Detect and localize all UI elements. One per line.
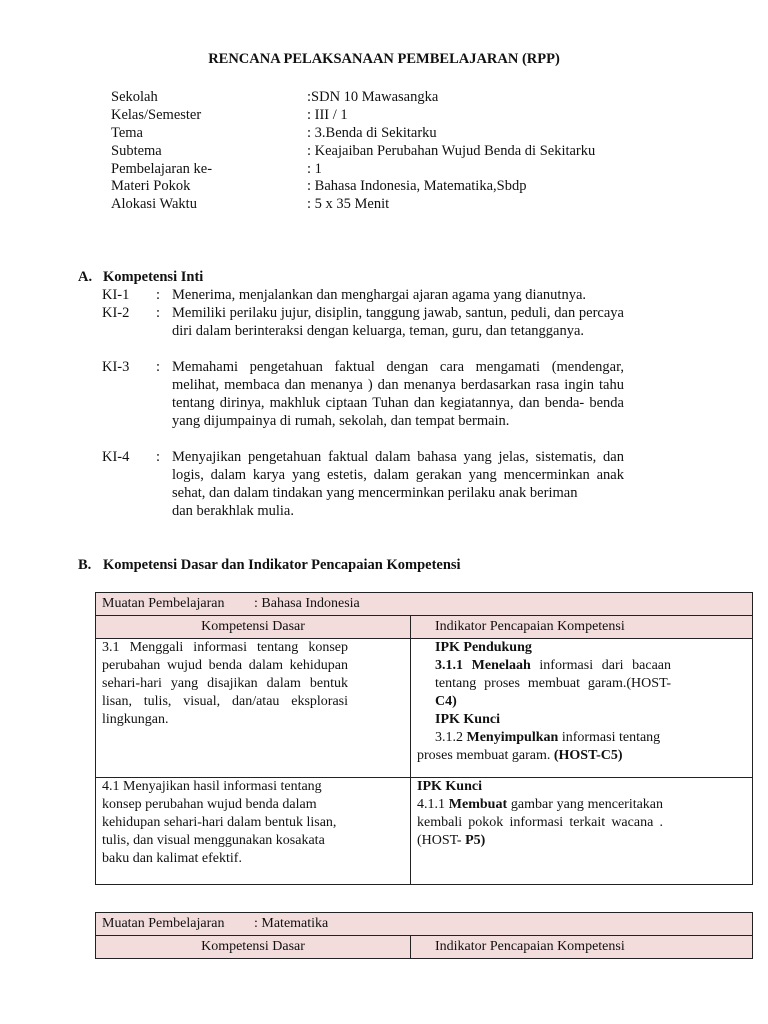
section-b-heading bbox=[78, 556, 461, 574]
ipk-text: informasi dari bacaan tentang proses membuat garam.(HOST- bbox=[435, 658, 672, 691]
document-title: RENCANA PELAKSANAAN PEMBELAJARAN (RPP) bbox=[208, 51, 560, 67]
muatan-label: Muatan Pembelajaran bbox=[102, 916, 225, 931]
muatan-label: Muatan Pembelajaran bbox=[102, 596, 225, 611]
identity-label: Kelas/Semester bbox=[111, 107, 202, 123]
ipk-item-411 bbox=[417, 796, 663, 850]
ipk-kunci-heading: IPK Kunci bbox=[435, 712, 500, 727]
section-title: Kompetensi Dasar dan Indikator Pencapaian Kompetensi bbox=[103, 557, 461, 573]
ki-code: KI-3 bbox=[102, 359, 130, 375]
identity-row-class bbox=[111, 106, 348, 124]
ki-colon: : bbox=[156, 287, 161, 303]
identity-label: Materi Pokok bbox=[111, 178, 191, 194]
identity-value: : Keajaiban Perubahan Wujud Benda di Sekitarku bbox=[307, 143, 596, 159]
identity-row-time bbox=[111, 195, 389, 213]
section-number: A. bbox=[78, 269, 93, 285]
muatan-value: : Bahasa Indonesia bbox=[254, 596, 360, 611]
ipk-number: 4.1.1 bbox=[417, 797, 445, 812]
muatan-value: : Matematika bbox=[254, 916, 329, 931]
ki-code: KI-2 bbox=[102, 305, 130, 321]
ki-colon: : bbox=[156, 359, 161, 375]
ipk-code: P5) bbox=[465, 833, 486, 848]
ki-colon: : bbox=[156, 305, 161, 321]
identity-row-school bbox=[111, 88, 438, 106]
table-row bbox=[96, 639, 753, 778]
kd-text: 4.1 Menyajikan hasil informasi tentang konsep perubahan wujud benda dalam kehidupan sehari-hari dalam bentuk lisan, tulis, dan visual menggunakan kosakata bbox=[102, 779, 337, 848]
identity-label: Pembelajaran ke- bbox=[111, 161, 213, 177]
ki-text bbox=[172, 448, 624, 520]
ki-item-4 bbox=[102, 448, 624, 520]
ipk-pendukung-heading: IPK Pendukung bbox=[435, 640, 532, 655]
identity-value: : III / 1 bbox=[307, 107, 348, 123]
ipk-kunci-heading: IPK Kunci bbox=[417, 779, 482, 794]
ipk-item-312-tail bbox=[417, 747, 746, 765]
kd-text-tail: baku dan kalimat efektif. bbox=[102, 851, 242, 866]
ipk-number: 3.1.2 bbox=[435, 730, 463, 745]
ipk-verb: Menelaah bbox=[471, 658, 531, 673]
section-a-heading bbox=[78, 268, 203, 286]
identity-value: : 3.Benda di Sekitarku bbox=[307, 125, 437, 141]
ki-text-main: Menyajikan pengetahuan faktual dalam bahasa yang jelas, sistematis, dan logis, dalam karya yang estetis, dalam gerakan yang mencerminkan anak sehat, dan dalam tindakan yang mencerminkan perilaku anak beriman bbox=[172, 449, 624, 501]
ipk-verb: Menyimpulkan bbox=[466, 730, 559, 745]
table-row bbox=[96, 778, 753, 885]
col-header-ipk: Indikator Pencapaian Kompetensi bbox=[411, 936, 753, 959]
ki-item-1 bbox=[102, 286, 624, 304]
identity-value: : 1 bbox=[307, 161, 322, 177]
ki-item-3 bbox=[102, 358, 624, 430]
section-title: Kompetensi Inti bbox=[103, 269, 204, 285]
identity-label: Alokasi Waktu bbox=[111, 196, 197, 212]
ipk-item-312 bbox=[435, 729, 671, 747]
identity-label: Subtema bbox=[111, 143, 162, 159]
ki-text: Memahami pengetahuan faktual dengan cara mengamati (mendengar, melihat, membaca dan menanya ) dan menanya berdasarkan rasa ingin tahu tentang dirinya, makhluk ciptaan Tuhan dan kegiatannya, dan benda- benda yang dijumpainya di rumah, sekolah, dan tempat bermain. bbox=[172, 359, 624, 429]
identity-row-subtheme bbox=[111, 142, 595, 160]
ki-text-tail: dan berakhlak mulia. bbox=[172, 503, 294, 519]
ki-colon: : bbox=[156, 449, 161, 465]
kd-table-bahasa-indonesia bbox=[95, 592, 753, 885]
table-header-row bbox=[96, 616, 753, 639]
ipk-verb: Membuat bbox=[448, 797, 508, 812]
ipk-text: gambar yang menceritakan kembali pokok informasi terkait wacana .(HOST- bbox=[417, 797, 664, 848]
kd-table-matematika bbox=[95, 912, 753, 959]
ipk-text: proses membuat garam. bbox=[417, 748, 551, 763]
ki-code: KI-4 bbox=[102, 449, 130, 465]
col-header-ipk: Indikator Pencapaian Kompetensi bbox=[411, 616, 753, 639]
ki-code: KI-1 bbox=[102, 287, 130, 303]
ipk-code: C4) bbox=[435, 694, 457, 709]
identity-label: Tema bbox=[111, 125, 143, 141]
ki-text: Memiliki perilaku jujur, disiplin, tanggung jawab, santun, peduli, dan percaya diri dalam berinteraksi dengan keluarga, teman, guru, dan tetangganya. bbox=[172, 305, 624, 339]
ipk-code: (HOST-C5) bbox=[553, 748, 623, 763]
kd-text: 3.1 Menggali informasi tentang konsep perubahan wujud benda dalam kehidupan sehari-hari yang disajikan dalam bentuk lisan, tulis, visual, dan/atau eksplorasi lingkungan. bbox=[102, 640, 348, 727]
table-muatan-row bbox=[96, 913, 753, 936]
identity-value: : Bahasa Indonesia, Matematika,Sbdp bbox=[307, 178, 527, 194]
col-header-kd: Kompetensi Dasar bbox=[96, 936, 411, 959]
ipk-item-311 bbox=[435, 657, 671, 711]
identity-row-material bbox=[111, 177, 526, 195]
ipk-number: 3.1.1 bbox=[435, 658, 463, 673]
identity-value: : 5 x 35 Menit bbox=[307, 196, 390, 212]
table-muatan-row bbox=[96, 593, 753, 616]
table-header-row bbox=[96, 936, 753, 959]
identity-value: :SDN 10 Mawasangka bbox=[307, 89, 439, 105]
ki-item-2 bbox=[102, 304, 624, 340]
identity-label: Sekolah bbox=[111, 89, 158, 105]
ipk-text: informasi tentang bbox=[561, 730, 661, 745]
section-number: B. bbox=[78, 557, 92, 573]
identity-row-lesson bbox=[111, 160, 322, 178]
col-header-kd: Kompetensi Dasar bbox=[96, 616, 411, 639]
identity-row-theme bbox=[111, 124, 437, 142]
ki-text: Menerima, menjalankan dan menghargai ajaran agama yang dianutnya. bbox=[172, 287, 587, 303]
